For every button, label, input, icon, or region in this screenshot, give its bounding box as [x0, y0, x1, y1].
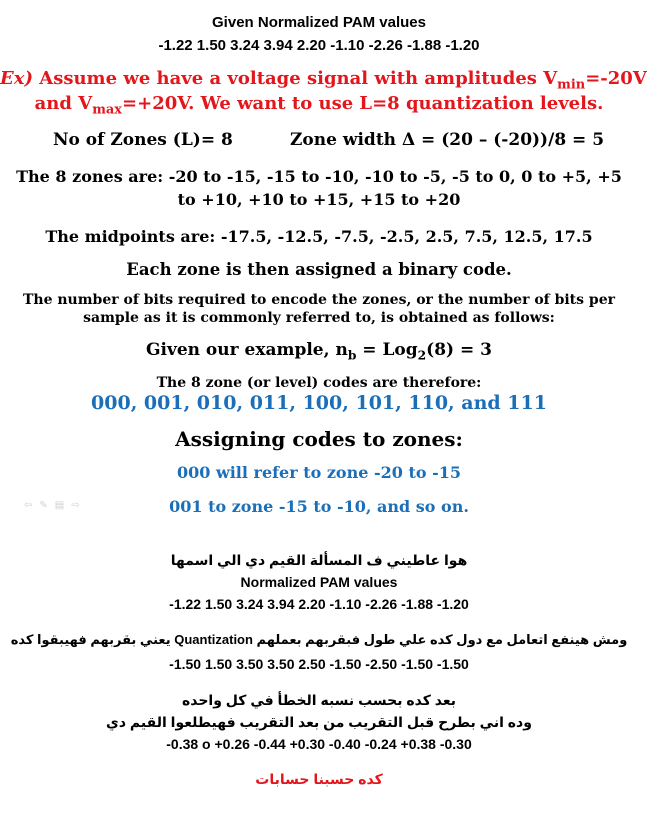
example-text-1-end: =-20V [585, 68, 647, 89]
midpoints: The midpoints are: -17.5, -12.5, -7.5, -2.5, 2.5, 7.5, 12.5, 17.5 [45, 227, 593, 246]
zones-list-line-2: to +10, +10 to +15, +15 to +20 [177, 190, 461, 209]
example-text-2b: =+20V. We want to use L=8 quantization levels. [122, 93, 604, 114]
zones-row [0, 130, 638, 154]
arabic-note-2: ومش هينفع اتعامل مع دول كده علي طول فبقربهم بعملهم Quantization يعني بقربهم فهيبقوا كده [10, 632, 628, 647]
example-line-2 [0, 93, 638, 118]
zone-count: No of Zones (L)= 8 [53, 130, 233, 150]
normalized-title: Normalized PAM values [240, 574, 398, 590]
quantized-values: -1.50 1.50 3.50 3.50 2.50 -1.50 -2.50 -1.50 -1.50 [169, 656, 469, 672]
pen-icon[interactable]: ✎ [39, 500, 48, 511]
zone-width: Zone width Δ = (20 – (-20))/8 = 5 [290, 130, 605, 150]
bits-line-2: sample as it is commonly referred to, is obtained as follows: [83, 310, 555, 326]
error-values: -0.38 o +0.26 -0.44 +0.30 -0.40 -0.24 +0.38 -0.30 [166, 736, 472, 752]
formula-text: Given our example, n [145, 340, 348, 360]
example-prefix: Ex) [0, 68, 33, 89]
arabic-note-3: بعد كده بحسب نسبه الخطأ في كل واحده [181, 692, 457, 708]
assign-line-1: 000 will refer to zone -20 to -15 [176, 463, 461, 482]
header-title: Given Normalized PAM values [212, 14, 426, 31]
bits-formula [0, 340, 638, 363]
slide-toolbar [24, 500, 80, 511]
example-text-1: Assume we have a voltage signal with amplitudes V [32, 68, 558, 89]
header-values: -1.22 1.50 3.24 3.94 2.20 -1.10 -2.26 -1.88 -1.20 [158, 37, 480, 54]
formula-log: = Log [356, 340, 418, 360]
slides-menu-icon[interactable]: ▤ [54, 500, 65, 511]
formula-result: (8) = 3 [426, 340, 492, 360]
back-arrow-icon[interactable]: ⇦ [24, 500, 33, 511]
normalized-values: -1.22 1.50 3.24 3.94 2.20 -1.10 -2.26 -1.88 -1.20 [169, 596, 469, 612]
arabic-closing: كده حسبنا حسابات [255, 771, 383, 787]
codes-intro: The 8 zone (or level) codes are therefore: [156, 375, 482, 391]
arabic-note-4: وده اني بطرح قبل التقريب من بعد التقريب فهيطلعوا القيم دي [106, 714, 532, 730]
example-text-2a: and V [34, 93, 93, 114]
example-line-1 [0, 68, 647, 93]
binary-code-statement: Each zone is then assigned a binary code. [126, 260, 512, 279]
vmin-subscript: min [557, 77, 586, 93]
codes-list: 000, 001, 010, 011, 100, 101, 110, and 111 [91, 392, 547, 414]
nb-subscript: b [347, 348, 357, 363]
log-base-subscript: 2 [417, 348, 427, 363]
assign-heading: Assigning codes to zones: [175, 427, 463, 451]
arabic-note-1: هوا عاطيني ف المسألة القيم دي الي اسمها [170, 552, 468, 568]
forward-arrow-icon[interactable]: ⇨ [71, 500, 80, 511]
vmax-subscript: max [92, 102, 123, 118]
bits-line-1: The number of bits required to encode the zones, or the number of bits per [23, 292, 615, 308]
zones-list-line-1: The 8 zones are: -20 to -15, -15 to -10, -10 to -5, -5 to 0, 0 to +5, +5 [16, 167, 622, 186]
assign-line-2: 001 to zone -15 to -10, and so on. [169, 497, 469, 516]
